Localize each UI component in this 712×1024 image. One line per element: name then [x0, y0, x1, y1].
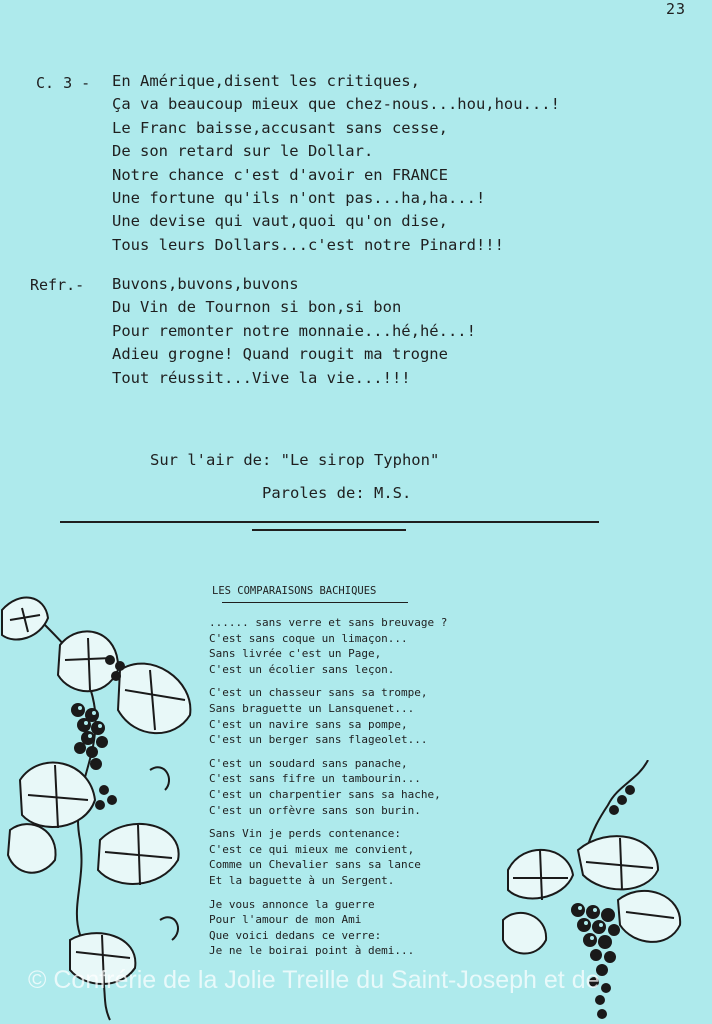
- poem-stanza: [209, 756, 447, 818]
- verse-line: Une devise qui vaut,quoi qu'on dise,: [112, 212, 448, 231]
- refrain-line: Du Vin de Tournon si bon,si bon: [112, 298, 402, 317]
- poem-stanza: [209, 685, 447, 747]
- poem-line: Je vous annonce la guerre: [209, 897, 375, 911]
- refrain-line: Buvons,buvons,buvons: [112, 275, 299, 293]
- poem-line: Que voici dedans ce verre:: [209, 928, 382, 942]
- poem-line: Sans livrée c'est un Page,: [209, 647, 382, 661]
- grape-vine-left-icon: [0, 590, 200, 1024]
- verse-line: Tous leurs Dollars...c'est notre Pinard!!!: [112, 235, 504, 254]
- verse-label: C. 3 -: [36, 74, 91, 92]
- poem-line: C'est sans fifre un tambourin...: [209, 772, 421, 786]
- verse-line: Ça va beaucoup mieux que chez-nous...hou,hou...!: [112, 95, 560, 114]
- lyrics-credit: Paroles de: M.S.: [262, 484, 412, 502]
- poem-stanza: [209, 615, 447, 677]
- poem-line: Sans braguette un Lansquenet...: [209, 701, 415, 715]
- verse-line: En Amérique,disent les critiques,: [112, 72, 420, 90]
- poem-line: C'est un écolier sans leçon.: [209, 662, 395, 676]
- song-verse: [112, 70, 560, 257]
- poem-body: [209, 615, 447, 967]
- page-number: 23: [666, 0, 687, 18]
- poem-line: ...... sans verre et sans breuvage ?: [209, 616, 448, 629]
- poem-line: Pour l'amour de mon Ami: [209, 913, 362, 927]
- poem-line: C'est un orfèvre sans son burin.: [209, 803, 421, 817]
- poem-title: LES COMPARAISONS BACHIQUES: [212, 585, 377, 597]
- verse-line: Le Franc baisse,accusant sans cesse,: [112, 118, 448, 137]
- poem-line: C'est un berger sans flageolet...: [209, 733, 428, 747]
- refrain-line: Tout réussit...Vive la vie...!!!: [112, 368, 411, 387]
- refrain-line: Adieu grogne! Quand rougit ma trogne: [112, 345, 448, 364]
- poem-line: C'est ce qui mieux me convient,: [209, 842, 415, 856]
- song-refrain: [112, 273, 476, 390]
- poem-stanza: [209, 826, 447, 888]
- poem-stanza: [209, 897, 447, 959]
- poem-line: C'est un soudard sans panache,: [209, 756, 408, 770]
- poem-line: C'est un navire sans sa pompe,: [209, 717, 408, 731]
- poem-line: Sans Vin je perds contenance:: [209, 827, 402, 841]
- copyright-watermark: © Confrérie de la Jolie Treille du Saint-Joseph et de: [28, 966, 600, 994]
- poem-line: Et la baguette à un Sergent.: [209, 873, 395, 887]
- poem-title-underline: [222, 602, 408, 603]
- air-credit: Sur l'air de: "Le sirop Typhon": [150, 451, 440, 469]
- divider-long: [60, 521, 599, 523]
- poem-line: Je ne le boirai point à demi...: [209, 944, 415, 958]
- verse-line: Une fortune qu'ils n'ont pas...ha,ha...!: [112, 189, 486, 208]
- poem-line: Comme un Chevalier sans sa lance: [209, 858, 421, 872]
- poem-line: C'est un chasseur sans sa trompe,: [209, 686, 428, 700]
- refrain-label: Refr.-: [30, 276, 85, 294]
- divider-short: [252, 529, 406, 531]
- poem-line: C'est un charpentier sans sa hache,: [209, 787, 441, 801]
- verse-line: Notre chance c'est d'avoir en FRANCE: [112, 165, 448, 184]
- refrain-line: Pour remonter notre monnaie...hé,hé...!: [112, 321, 476, 340]
- verse-line: De son retard sur le Dollar.: [112, 142, 374, 161]
- poem-line: C'est sans coque un limaçon...: [209, 631, 408, 645]
